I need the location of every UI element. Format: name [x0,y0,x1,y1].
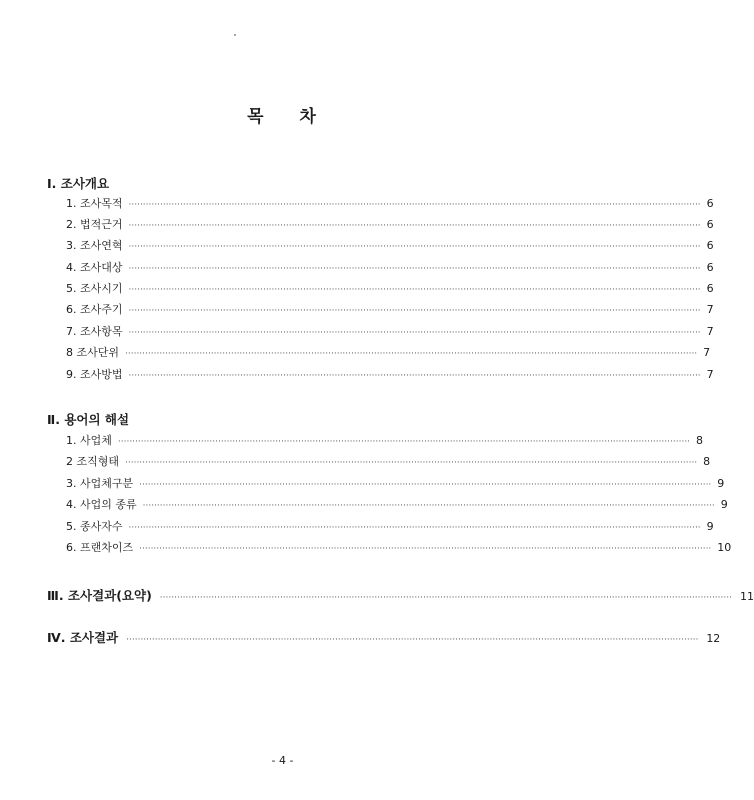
toc-item[interactable] [66,432,704,448]
toc-item[interactable] [66,216,714,232]
leader-dots: ········································································································································································································ [142,501,715,511]
leader-dots: ········································································································································································································ [125,349,698,359]
toc-item-page: 10 [717,541,732,554]
leader-dots: ········································································································································································································ [139,544,712,554]
section-heading-2: Ⅱ. 용어의 해설 [47,412,130,427]
toc-item-label: 8 조사단위 [66,346,119,359]
page-title [0,102,565,127]
toc-item-page: 6 [706,218,714,231]
toc-item-page: 8 [703,455,711,468]
toc-item-label: 2 조직형태 [66,455,119,468]
toc-item[interactable] [66,195,714,211]
section-heading-3: Ⅲ. 조사결과(요약) [47,588,152,603]
toc-item-label: 2. 법적근거 [66,218,123,231]
leader-dots: ········································································································································································································ [128,242,701,252]
leader-dots: ········································································································································································································ [139,480,712,490]
toc-item-label: 4. 조사대상 [66,261,123,274]
toc-item-page: 9 [717,477,725,490]
toc-item[interactable] [66,237,714,253]
toc-item[interactable] [66,518,714,534]
leader-dots: ········································································································································································································ [126,635,699,645]
toc-item-label: 4. 사업의 종류 [66,498,137,511]
toc-item-page: 6 [706,197,714,210]
toc-item-page: 9 [706,520,714,533]
toc-item-label: 7. 조사항목 [66,325,123,338]
toc-item-label: 3. 사업체구분 [66,477,134,490]
title-part-2: 차 [299,107,318,127]
toc-item-label: 3. 조사연혁 [66,239,123,252]
toc-item-page: 6 [706,239,714,252]
toc-item[interactable] [66,259,714,275]
leader-dots: ········································································································································································································ [125,458,698,468]
leader-dots: ········································································································································································································ [117,437,691,447]
toc-item[interactable] [66,344,711,360]
toc-item-label: 6. 프랜차이즈 [66,541,134,554]
leader-dots: ········································································································································································································ [159,593,732,603]
toc-item-label: 9. 조사방법 [66,368,123,381]
toc-item[interactable] [66,301,714,317]
toc-item-page: 8 [696,434,704,447]
title-part-1: 목 [247,107,266,127]
toc-item[interactable] [66,475,725,491]
leader-dots: ········································································································································································································ [128,264,701,274]
toc-item[interactable] [66,539,732,555]
leader-dots: ········································································································································································································ [128,285,701,295]
toc-item-page: 6 [706,282,714,295]
toc-section-3[interactable] [47,586,754,604]
leader-dots: ········································································································································································································ [128,523,701,533]
leader-dots: ········································································································································································································ [128,200,701,210]
toc-item-page: 9 [720,498,728,511]
toc-item-label: 5. 조사시기 [66,282,123,295]
toc-item[interactable] [66,366,714,382]
section-heading-1: Ⅰ. 조사개요 [47,176,110,191]
toc-item[interactable] [66,453,711,469]
toc-section-4[interactable] [47,628,721,646]
toc-item-label: 5. 종사자수 [66,520,123,533]
toc-item-page: 12 [706,632,721,645]
toc-item-page: 11 [739,590,754,603]
section-heading-4: Ⅳ. 조사결과 [47,630,119,645]
toc-item[interactable] [66,323,714,339]
toc-item-page: 7 [703,346,711,359]
leader-dots: ········································································································································································································ [128,371,701,381]
page-number: - 4 - [271,754,294,767]
toc-item-label: 6. 조사주기 [66,303,123,316]
toc-item-page: 7 [706,368,714,381]
leader-dots: ········································································································································································································ [128,328,701,338]
toc-item-page: 6 [706,261,714,274]
toc-item-page: 7 [706,303,714,316]
scan-dot [234,34,236,36]
leader-dots: ········································································································································································································ [128,221,701,231]
toc-item-label: 1. 조사목적 [66,197,123,210]
toc-item-page: 7 [706,325,714,338]
leader-dots: ········································································································································································································ [128,306,701,316]
toc-item[interactable] [66,280,714,296]
toc-item[interactable] [66,496,728,512]
toc-item-label: 1. 사업체 [66,434,112,447]
